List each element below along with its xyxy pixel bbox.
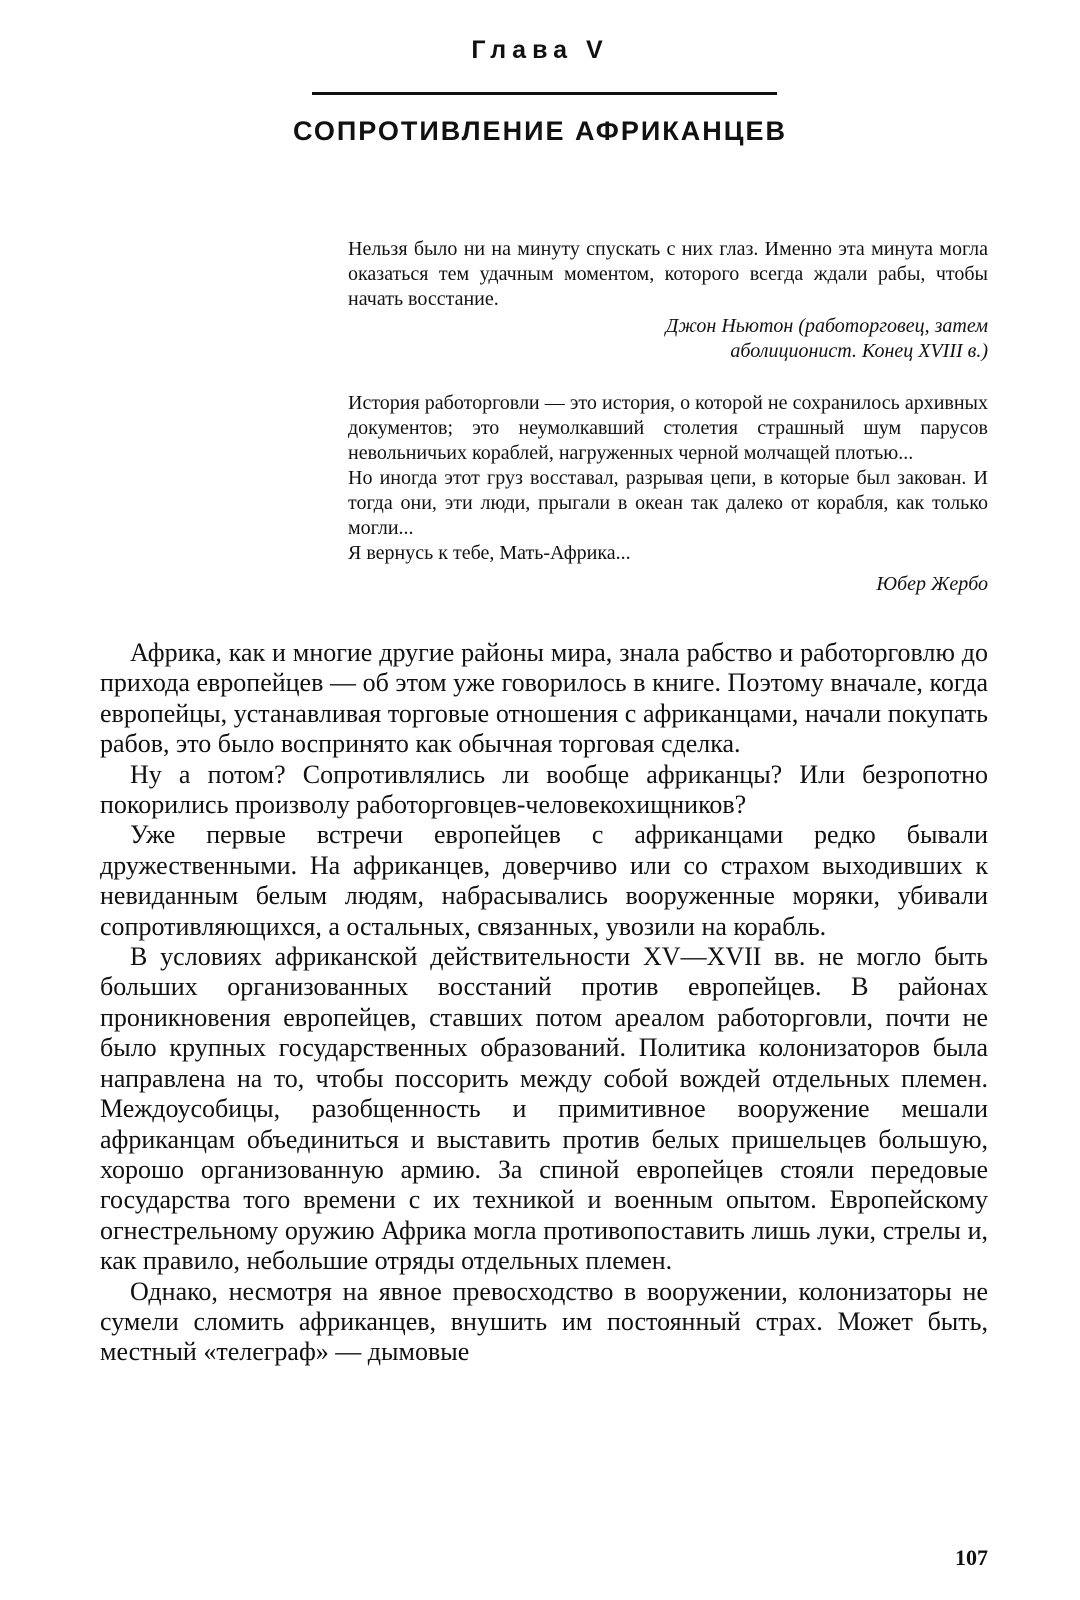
- paragraph: Однако, несмотря на явное превосходство в вооружении, колонизаторы не сумели сломить африканцев, внушить им постоянный страх. Может быть, местный «телеграф» — дымовые: [100, 1276, 988, 1367]
- paragraph: В условиях африканской действительности XV—XVII вв. не могло быть больших организованных восстаний против европейцев. В районах проникновения европейцев, ставших потом ареалом работорговли, почти не было крупных государственных образований. Политика колонизаторов была направлена на то, чтобы поссорить между собой вождей отдельных племен. Междоусобицы, разобщенность и примитивное вооружение мешали африканцам объединиться и выставить против белых пришельцев большую, хорошо организованную армию. За спиной европейцев стояли передовые государства того времени с их техникой и военным опытом. Европейскому огнестрельному оружию Африка могла противопоставить лишь луки, стрелы и, как правило, небольшие отряды отдельных племен.: [100, 942, 988, 1276]
- epigraph-text-3: Я вернусь к тебе, Мать-Африка...: [348, 542, 631, 564]
- page-number: 107: [955, 1545, 988, 1570]
- paragraph: Уже первые встречи европейцев с африканцами редко бывали дружественными. На африканцев, доверчиво или со страхом выходивших к невиданным белым людям, набрасывались вооруженные моряки, убивали сопротивляющихся, а остальных, связанных, увозили на корабль.: [100, 820, 988, 941]
- epigraph-text: История работорговли — это история, о которой не сохранилось архивных документов; это неумолкавший столетия страшный шум парусов невольничьих кораблей, нагруженных черной молчащей плотью...: [348, 392, 988, 464]
- epigraph-attribution: Джон Ньютон (работорговец, затем: [665, 315, 988, 337]
- paragraph: Африка, как и многие другие районы мира, знала рабство и работорговлю до прихода европейцев — об этом уже говорилось в книге. Поэтому вначале, когда европейцы, устанавливая торговые отношения с африканцами, начали покупать рабов, это было воспринято как обычная торговая сделка.: [100, 638, 988, 759]
- epigraph-newton: [348, 237, 988, 364]
- epigraph-gerbo: [348, 391, 988, 597]
- paragraph: Ну а потом? Сопротивлялись ли вообще африканцы? Или безропотно покорились произволу работорговцев-человекохищников?: [100, 759, 988, 820]
- epigraph-text-2: Но иногда этот груз восставал, разрывая цепи, в которые был закован. И тогда они, эти люди, прыгали в океан так далеко от корабля, как только могли...: [348, 467, 988, 539]
- main-text: [100, 638, 988, 1368]
- chapter-divider: [312, 92, 777, 95]
- epigraph-attribution-cont: аболиционист. Конец XVIII в.): [730, 340, 988, 362]
- epigraph-attribution: Юбер Жербо: [876, 573, 988, 595]
- chapter-title: СОПРОТИВЛЕНИЕ АФРИКАНЦЕВ: [293, 116, 787, 146]
- epigraph-text: Нельзя было ни на минуту спускать с них глаз. Именно эта минута могла оказаться тем удачным моментом, которого всегда ждали рабы, чтобы начать восстание.: [348, 238, 988, 310]
- chapter-label: Глава V: [471, 36, 609, 64]
